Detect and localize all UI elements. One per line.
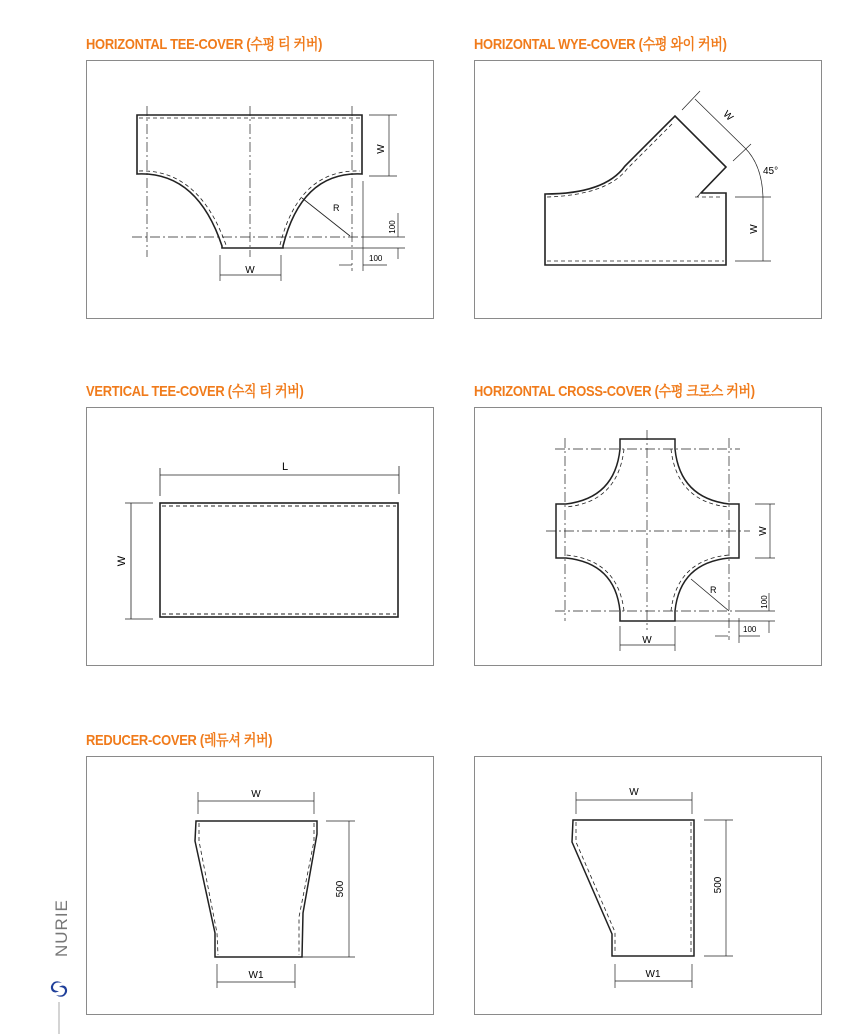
horizontal-wye-diagram bbox=[474, 60, 822, 319]
dim-label-100-vertical: 100 bbox=[760, 595, 769, 609]
nurie-swirl-icon bbox=[51, 981, 67, 997]
section-title-horizontal-cross: HORIZONTAL CROSS-COVER (수평 크로스 커버) bbox=[474, 383, 755, 400]
dim-label-r: R bbox=[710, 585, 717, 595]
section-title-horizontal-tee: HORIZONTAL TEE-COVER (수평 티 커버) bbox=[86, 36, 323, 53]
dim-label-w: W bbox=[116, 555, 128, 567]
reducer-concentric-diagram bbox=[86, 756, 434, 1015]
dim-label-w1: W1 bbox=[248, 970, 264, 981]
dim-label-w1: W1 bbox=[645, 969, 661, 980]
dim-label-500: 500 bbox=[713, 876, 724, 894]
dim-label-l: L bbox=[281, 461, 289, 473]
dim-label-w-main: W bbox=[749, 224, 760, 234]
dim-label-100-horizontal: 100 bbox=[743, 625, 757, 634]
dim-label-w-bottom: W bbox=[642, 635, 652, 646]
dim-label-w: W bbox=[251, 789, 261, 800]
horizontal-cross-diagram bbox=[474, 407, 822, 666]
reducer-eccentric-diagram bbox=[474, 756, 822, 1015]
horizontal-tee-diagram bbox=[86, 60, 434, 319]
vertical-tee-diagram bbox=[86, 407, 434, 666]
brand-name: NURIE bbox=[52, 899, 71, 957]
dim-label-w: W bbox=[376, 144, 387, 154]
dim-label-w-branch: W bbox=[720, 109, 735, 124]
section-title-horizontal-wye: HORIZONTAL WYE-COVER (수평 와이 커버) bbox=[474, 36, 727, 53]
dim-label-w-bottom: W bbox=[245, 265, 255, 276]
dim-label-r: R bbox=[333, 203, 340, 213]
dim-label-100-vertical: 100 bbox=[388, 220, 397, 234]
dim-label-w: W bbox=[629, 787, 639, 798]
dim-label-w-side: W bbox=[758, 526, 769, 536]
section-title-vertical-tee: VERTICAL TEE-COVER (수직 티 커버) bbox=[86, 383, 304, 400]
angle-label: 45° bbox=[763, 166, 779, 177]
dim-label-100-horizontal: 100 bbox=[369, 254, 383, 263]
section-title-reducer: REDUCER-COVER (레듀셔 커버) bbox=[86, 732, 273, 749]
brand-logo bbox=[40, 895, 80, 1034]
dim-label-500: 500 bbox=[335, 880, 346, 898]
